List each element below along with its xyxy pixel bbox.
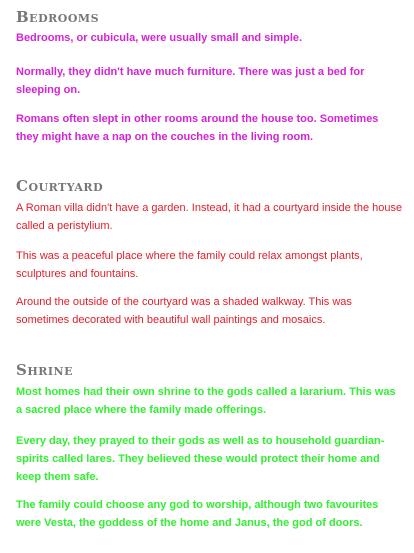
bedrooms-paragraph-3: Romans often slept in other rooms around the house too. Sometimes they might have a nap on the couches in the living room. <box>16 113 379 143</box>
section-title-bedrooms: Bedrooms <box>16 8 100 26</box>
courtyard-paragraph-3: Around the outside of the courtyard was a shaded walkway. This was sometimes decorated with beautiful wall paintings and mosaics. <box>16 296 352 326</box>
shrine-paragraph-3: The family could choose any god to worship, although two favourites were Vesta, the goddess of the home and Janus, the god of doors. <box>16 499 379 529</box>
courtyard-paragraph-1: A Roman villa didn't have a garden. Instead, it had a courtyard inside the house called a peristylium. <box>16 202 403 232</box>
shrine-paragraph-2: Every day, they prayed to their gods as well as to household guardian-spirits called lares. They believed these would protect their home and keep them safe. <box>16 435 385 483</box>
bedrooms-paragraph-2: Normally, they didn't have much furniture. There was just a bed for sleeping on. <box>16 66 365 96</box>
shrine-paragraph-1: Most homes had their own shrine to the gods called a lararium. This was a sacred place where the family made offerings. <box>16 386 396 416</box>
courtyard-paragraph-2: This was a peaceful place where the family could relax amongst plants, sculptures and fountains. <box>16 250 363 280</box>
section-title-shrine: Shrine <box>16 361 73 379</box>
section-title-courtyard: Courtyard <box>16 177 104 195</box>
bedrooms-paragraph-1: Bedrooms, or cubicula, were usually small and simple. <box>16 32 303 44</box>
